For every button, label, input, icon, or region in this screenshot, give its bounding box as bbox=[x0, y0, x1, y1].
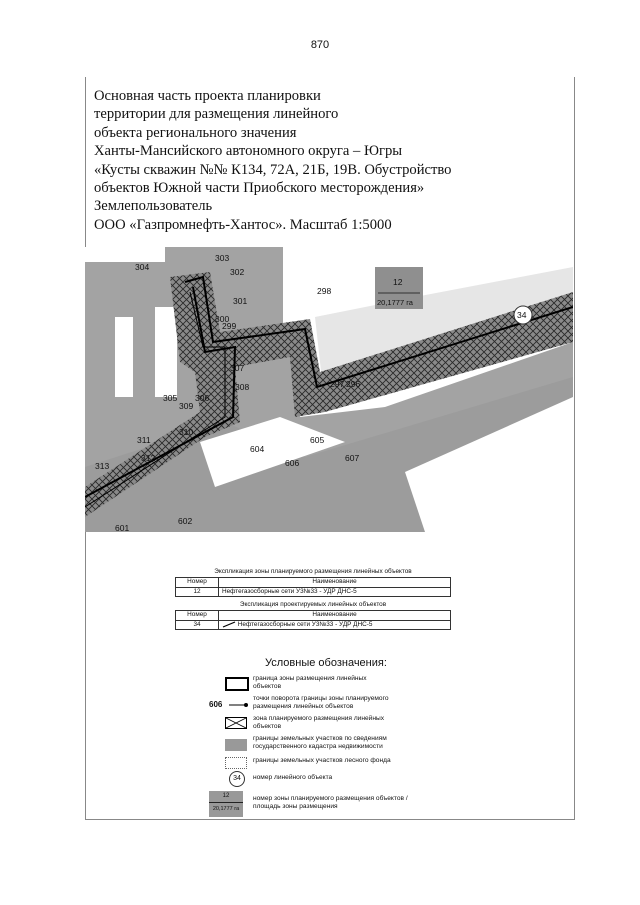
title-line: ООО «Газпромнефть-Хантос». Масштаб 1:5000 bbox=[94, 216, 392, 233]
zone-tag-number: 12 bbox=[393, 277, 403, 287]
turning-point-icon bbox=[229, 701, 249, 709]
gray-fill-symbol bbox=[225, 739, 247, 751]
point-label: 605 bbox=[310, 435, 325, 445]
zone-tag-symbol bbox=[209, 791, 243, 817]
point-label: 311 bbox=[137, 435, 151, 445]
object-circle-symbol: 34 bbox=[229, 771, 245, 787]
zone-tag-symbol-number: 12 bbox=[209, 791, 243, 803]
point-label: 604 bbox=[250, 444, 265, 454]
page-title bbox=[94, 87, 564, 234]
zone-tag-area: 20,1777 га bbox=[377, 298, 413, 307]
white-strip-2 bbox=[155, 307, 177, 397]
legend-item-text: номер зоны планируемого размещения объектов / площадь зоны размещения bbox=[253, 795, 408, 810]
point-label: 606 bbox=[285, 458, 300, 468]
legend-item-text: границы земельных участков лесного фонда bbox=[253, 757, 391, 764]
point-label: 300 bbox=[215, 314, 230, 324]
legend-title: Условные обозначения: bbox=[265, 657, 387, 669]
object-table-name: Нефтегазосборные сети У3№33 - УДР ДНС-5 bbox=[237, 620, 373, 628]
title-line: территории для размещения линейного bbox=[94, 106, 339, 123]
zone-table-caption: Экспликация зоны планируемого размещения линейных объектов bbox=[214, 568, 412, 575]
explication-tables bbox=[175, 567, 451, 630]
point-label: 307 bbox=[230, 363, 245, 373]
point-label: 299 bbox=[222, 321, 237, 331]
object-number-label: 34 bbox=[517, 310, 527, 320]
title-line: «Кусты скважин №№ К134, 72А, 21Б, 19В. Обустройство bbox=[94, 161, 452, 178]
title-line: Ханты-Мансийского автономного округа – Югры bbox=[94, 143, 403, 160]
legend-item-text: границы земельных участков по сведениям государственного кадастра недвижимости bbox=[253, 735, 387, 750]
point-label: 601 bbox=[115, 523, 130, 532]
title-line: объекта регионального значения bbox=[94, 124, 297, 141]
object-table-header: Номер bbox=[176, 611, 219, 621]
zone-table-cell: Нефтегазосборные сети У3№33 - УДР ДНС-5 bbox=[219, 587, 451, 597]
title-line: Основная часть проекта планировки bbox=[94, 88, 321, 104]
point-label: 308 bbox=[235, 382, 250, 392]
page-number: 870 bbox=[310, 39, 330, 51]
point-label: 306 bbox=[195, 393, 210, 403]
dotted-box-symbol bbox=[225, 757, 247, 769]
object-table-cell: 34 bbox=[176, 620, 219, 630]
point-label: 309 bbox=[179, 401, 194, 411]
legend-item-text: граница зоны размещения линейных объектов bbox=[253, 675, 367, 690]
point-label: 297 bbox=[330, 379, 345, 389]
title-line: Землепользователь bbox=[94, 198, 213, 215]
point-label: 305 bbox=[163, 393, 178, 403]
object-table-caption: Экспликация проектируемых линейных объектов bbox=[239, 601, 387, 608]
point-label: 296 bbox=[346, 379, 361, 389]
legend-item-text: точки поворота границы зоны планируемого размещения линейных объектов bbox=[253, 695, 389, 710]
plan-map bbox=[85, 247, 573, 532]
point-label: 607 bbox=[345, 453, 360, 463]
zone-table bbox=[175, 577, 451, 597]
zone-table-cell: 12 bbox=[176, 587, 219, 597]
hatch-symbol-icon bbox=[225, 717, 247, 729]
object-table bbox=[175, 610, 451, 630]
zone-table-header: Номер bbox=[176, 578, 219, 588]
title-line: объектов Южной части Приобского месторождения» bbox=[94, 180, 425, 197]
point-label: 304 bbox=[135, 262, 150, 272]
point-label: 302 bbox=[230, 267, 245, 277]
zone-border-symbol bbox=[225, 677, 249, 691]
point-label: 310 bbox=[179, 427, 194, 437]
point-label: 313 bbox=[95, 461, 110, 471]
point-label: 602 bbox=[178, 516, 193, 526]
white-strip-1 bbox=[115, 317, 133, 397]
object-table-header: Наименование bbox=[219, 611, 451, 621]
point-label: 303 bbox=[215, 253, 230, 263]
legend-item-text: зона планируемого размещения линейных объектов bbox=[253, 715, 385, 730]
zone-tag-symbol-area: 20,1777 га bbox=[212, 806, 240, 812]
legend-item-text: номер линейного объекта bbox=[253, 774, 333, 781]
zone-table-header: Наименование bbox=[219, 578, 451, 588]
line-object-icon bbox=[222, 621, 236, 628]
point-label: 301 bbox=[233, 296, 248, 306]
point-label: 312 bbox=[141, 453, 156, 463]
map-canvas bbox=[85, 247, 573, 532]
object-table-cell bbox=[219, 620, 451, 630]
turning-point-label: 606 bbox=[209, 700, 223, 709]
point-label: 298 bbox=[317, 286, 332, 296]
white-strip-top bbox=[85, 247, 165, 262]
